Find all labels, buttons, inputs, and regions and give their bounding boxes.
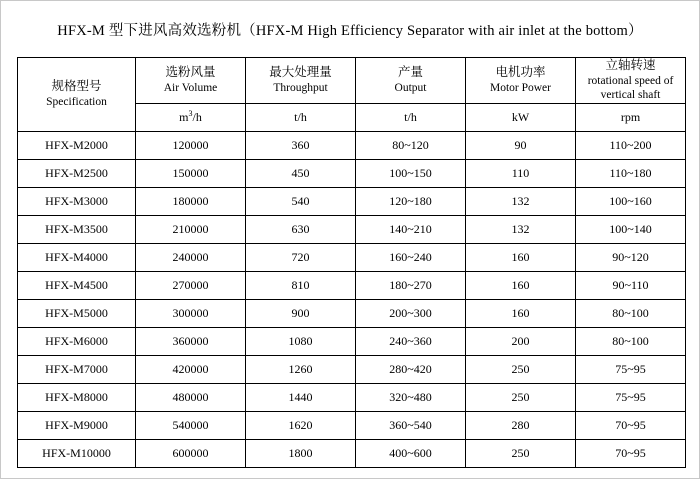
unit-throughput: t/h bbox=[246, 103, 356, 131]
page-title: HFX-M 型下进风高效选粉机（HFX-M High Efficiency Separator with air inlet at the bottom） bbox=[57, 23, 643, 39]
cell-specification: HFX-M3000 bbox=[18, 187, 136, 215]
cell-throughput: 1620 bbox=[246, 411, 356, 439]
cell-air-volume: 300000 bbox=[136, 299, 246, 327]
cell-throughput: 360 bbox=[246, 131, 356, 159]
column-header-air-volume-cn: 选粉风量 bbox=[165, 65, 216, 80]
cell-air-volume: 600000 bbox=[136, 439, 246, 467]
cell-output: 100~150 bbox=[356, 159, 466, 187]
column-header-air-volume-en: Air Volume bbox=[163, 82, 218, 95]
cell-shaft-speed: 90~110 bbox=[576, 271, 686, 299]
table-body bbox=[18, 131, 686, 467]
column-header-specification-en: Specification bbox=[46, 96, 107, 109]
cell-output: 160~240 bbox=[356, 243, 466, 271]
cell-output: 120~180 bbox=[356, 187, 466, 215]
table-row bbox=[18, 271, 686, 299]
cell-motor-power: 280 bbox=[466, 411, 576, 439]
cell-motor-power: 160 bbox=[466, 243, 576, 271]
cell-motor-power: 160 bbox=[466, 299, 576, 327]
cell-specification: HFX-M5000 bbox=[18, 299, 136, 327]
table-row bbox=[18, 215, 686, 243]
cell-motor-power: 110 bbox=[466, 159, 576, 187]
cell-specification: HFX-M3500 bbox=[18, 215, 136, 243]
cell-motor-power: 200 bbox=[466, 327, 576, 355]
column-header-output-cn: 产量 bbox=[397, 65, 423, 80]
cell-motor-power: 132 bbox=[466, 215, 576, 243]
unit-exponent: 3 bbox=[188, 109, 193, 119]
cell-shaft-speed: 70~95 bbox=[576, 439, 686, 467]
cell-shaft-speed: 75~95 bbox=[576, 355, 686, 383]
cell-shaft-speed: 80~100 bbox=[576, 327, 686, 355]
column-header-specification-cn: 规格型号 bbox=[51, 79, 102, 94]
cell-specification: HFX-M2500 bbox=[18, 159, 136, 187]
column-header-throughput-cn: 最大处理量 bbox=[269, 65, 332, 80]
column-header-throughput bbox=[246, 58, 356, 103]
column-header-motor-power-en: Motor Power bbox=[489, 82, 551, 95]
cell-specification: HFX-M10000 bbox=[18, 439, 136, 467]
cell-specification: HFX-M2000 bbox=[18, 131, 136, 159]
cell-motor-power: 132 bbox=[466, 187, 576, 215]
table-row bbox=[18, 355, 686, 383]
column-header-output-en: Output bbox=[394, 82, 427, 95]
table-row bbox=[18, 159, 686, 187]
cell-throughput: 1260 bbox=[246, 355, 356, 383]
column-header-motor-power-cn: 电机功率 bbox=[495, 65, 546, 80]
cell-air-volume: 360000 bbox=[136, 327, 246, 355]
unit-motor-power: kW bbox=[466, 103, 576, 131]
cell-throughput: 630 bbox=[246, 215, 356, 243]
cell-output: 200~300 bbox=[356, 299, 466, 327]
cell-motor-power: 250 bbox=[466, 383, 576, 411]
cell-shaft-speed: 100~140 bbox=[576, 215, 686, 243]
column-header-shaft-speed-cn: 立轴转速 bbox=[605, 58, 656, 73]
table-header bbox=[18, 58, 686, 131]
cell-shaft-speed: 75~95 bbox=[576, 383, 686, 411]
column-header-shaft-speed-en: rotational speed of vertical shaft bbox=[587, 74, 674, 102]
table-row bbox=[18, 411, 686, 439]
unit-air-volume: $m^3/h$ bbox=[136, 103, 246, 131]
unit-output: t/h bbox=[356, 103, 466, 131]
cell-specification: HFX-M4000 bbox=[18, 243, 136, 271]
cell-shaft-speed: 110~200 bbox=[576, 131, 686, 159]
table-row bbox=[18, 383, 686, 411]
table-row bbox=[18, 327, 686, 355]
table-row bbox=[18, 243, 686, 271]
cell-air-volume: 270000 bbox=[136, 271, 246, 299]
unit-shaft-speed: rpm bbox=[576, 103, 686, 131]
cell-shaft-speed: 90~120 bbox=[576, 243, 686, 271]
cell-specification: HFX-M4500 bbox=[18, 271, 136, 299]
cell-specification: HFX-M6000 bbox=[18, 327, 136, 355]
cell-air-volume: 420000 bbox=[136, 355, 246, 383]
spec-table-container bbox=[17, 57, 683, 467]
table-row bbox=[18, 187, 686, 215]
cell-air-volume: 120000 bbox=[136, 131, 246, 159]
cell-output: 240~360 bbox=[356, 327, 466, 355]
cell-air-volume: 240000 bbox=[136, 243, 246, 271]
cell-output: 80~120 bbox=[356, 131, 466, 159]
cell-shaft-speed: 110~180 bbox=[576, 159, 686, 187]
cell-motor-power: 160 bbox=[466, 271, 576, 299]
cell-air-volume: 540000 bbox=[136, 411, 246, 439]
cell-motor-power: 250 bbox=[466, 355, 576, 383]
column-header-shaft-speed bbox=[576, 58, 686, 103]
cell-throughput: 810 bbox=[246, 271, 356, 299]
cell-output: 400~600 bbox=[356, 439, 466, 467]
cell-shaft-speed: 70~95 bbox=[576, 411, 686, 439]
cell-specification: HFX-M8000 bbox=[18, 383, 136, 411]
column-header-output bbox=[356, 58, 466, 103]
cell-motor-power: 90 bbox=[466, 131, 576, 159]
cell-output: 180~270 bbox=[356, 271, 466, 299]
cell-air-volume: 180000 bbox=[136, 187, 246, 215]
cell-throughput: 1440 bbox=[246, 383, 356, 411]
cell-shaft-speed: 80~100 bbox=[576, 299, 686, 327]
specification-table bbox=[17, 57, 686, 467]
cell-throughput: 450 bbox=[246, 159, 356, 187]
cell-output: 280~420 bbox=[356, 355, 466, 383]
table-row bbox=[18, 439, 686, 467]
column-header-throughput-en: Throughput bbox=[273, 82, 328, 95]
cell-air-volume: 210000 bbox=[136, 215, 246, 243]
column-header-specification bbox=[18, 58, 136, 131]
column-header-motor-power bbox=[466, 58, 576, 103]
cell-output: 320~480 bbox=[356, 383, 466, 411]
table-row bbox=[18, 131, 686, 159]
cell-throughput: 540 bbox=[246, 187, 356, 215]
column-header-air-volume bbox=[136, 58, 246, 103]
table-header-row-main bbox=[18, 58, 686, 103]
cell-throughput: 1080 bbox=[246, 327, 356, 355]
cell-specification: HFX-M9000 bbox=[18, 411, 136, 439]
cell-specification: HFX-M7000 bbox=[18, 355, 136, 383]
cell-air-volume: 480000 bbox=[136, 383, 246, 411]
cell-air-volume: 150000 bbox=[136, 159, 246, 187]
table-row bbox=[18, 299, 686, 327]
cell-output: 360~540 bbox=[356, 411, 466, 439]
cell-shaft-speed: 100~160 bbox=[576, 187, 686, 215]
cell-motor-power: 250 bbox=[466, 439, 576, 467]
cell-throughput: 720 bbox=[246, 243, 356, 271]
cell-output: 140~210 bbox=[356, 215, 466, 243]
cell-throughput: 1800 bbox=[246, 439, 356, 467]
cell-throughput: 900 bbox=[246, 299, 356, 327]
